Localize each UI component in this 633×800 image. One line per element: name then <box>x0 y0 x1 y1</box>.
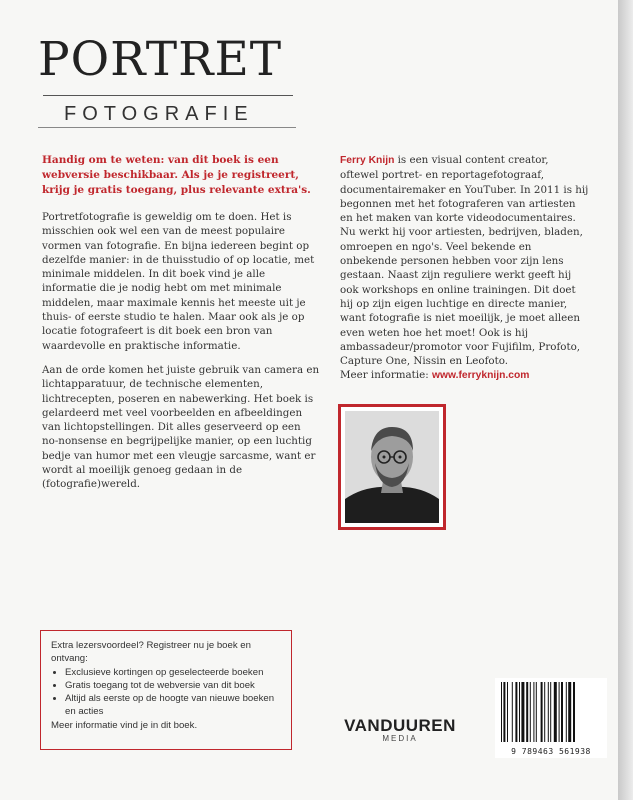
author-photo <box>345 411 439 523</box>
author-website-link[interactable]: www.ferryknijn.com <box>431 370 530 382</box>
barcode-stripe <box>533 682 534 742</box>
barcode-stripe <box>515 682 517 742</box>
barcode-stripe <box>544 682 545 742</box>
barcode-stripe <box>554 682 557 742</box>
list-item: • Altijd als eerste op de hoogte van nieuwe boeken en acties <box>65 692 281 719</box>
barcode-number: 9 789463 561938 <box>511 747 591 756</box>
barcode-stripe <box>559 682 560 742</box>
title-divider <box>43 95 293 96</box>
book-subtitle: FOTOGRAFIE <box>64 103 254 125</box>
header-rule <box>38 127 296 128</box>
barcode-stripe <box>536 682 537 742</box>
barcode-stripe <box>550 682 551 742</box>
reader-box-footer: Meer informatie vind je in dit boek. <box>51 719 198 731</box>
barcode-stripe <box>541 682 543 742</box>
publisher-name: VANDUUREN <box>344 716 456 735</box>
barcode-stripe <box>573 682 575 742</box>
reader-box-heading: Extra lezersvoordeel? Registreer nu je boek en ontvang: <box>51 640 251 665</box>
book-description <box>42 210 320 502</box>
barcode-stripe <box>512 682 513 742</box>
barcode-stripe <box>568 682 571 742</box>
author-portrait-image <box>345 411 439 523</box>
page-edge-shadow <box>618 0 633 800</box>
barcode-stripe <box>530 682 531 742</box>
author-bio <box>340 153 590 394</box>
isbn-barcode <box>495 678 607 758</box>
list-item: • Gratis toegang tot de webversie van dit boek <box>65 679 281 692</box>
description-paragraph-1: Portretfotografie is geweldig om te doen. Het is misschien ook wel een van de meest populaire vormen van fotografie. En bijna iedereen begint op dezelfde manier: in de thuisstudio of op locatie, met minimale middelen. In dit boek vind je alle informatie die je nodig hebt om met minimale middelen, maar maximale kennis het meeste uit je thuis- of eerste studio te halen. Maar ook als je op locatie fotografeert is dit boek een bron van waardevolle en praktische informatie. <box>42 211 315 352</box>
barcode-stripe <box>519 682 520 742</box>
barcode-stripe <box>566 682 567 742</box>
list-item: • Exclusieve kortingen op geselecteerde boeken <box>65 666 281 679</box>
barcode-stripe <box>521 682 524 742</box>
barcode-stripe <box>548 682 549 742</box>
barcode-stripe <box>526 682 528 742</box>
description-paragraph-2: Aan de orde komen het juiste gebruik van camera en lichtapparatuur, de technische elementen, lichtrecepten, poseren en nabewerking. Het boek is gelardeerd met veel voorbeelden en afbeeldingen van lichtopstellingen. Dit alles geserveerd op een no-nonsense en begrijpelijke manier, op een luchtig bedje van humor met een vleugje sarcasme, want er wordt al moeilijk genoeg gedaan in de (fotografie)wereld. <box>42 363 320 491</box>
author-photo-frame <box>338 404 446 530</box>
publisher-logo <box>330 716 470 743</box>
barcode-stripe <box>503 682 505 742</box>
author-bio-text: is een visual content creator, oftewel portret- en reportagefotograaf, documentairemaker en YouTuber. In 2011 is hij begonnen met het fotograferen van artiesten en het maken van korte videodocumentaires. Nu werkt hij voor artiesten, bedrijven, bladen, omroepen en ngo's. Veel bekende en onbekende personen hebben voor zijn lens gestaan. Naast zijn reguliere werkt geeft hij ook workshops en online trainingen. Dit doet hij op zijn eigen luchtige en directe manier, want fotografie is niet moeilijk, je moet alleen even weten hoe het moet! Ook is hij ambassadeur/promotor voor Fujifilm, Profoto, Capture One, Nissin en Leofoto. <box>340 154 589 368</box>
more-info-label: Meer informatie: <box>340 369 432 382</box>
barcode-stripe <box>561 682 563 742</box>
reader-benefit-box <box>40 630 292 750</box>
author-bio-paragraph <box>340 153 590 384</box>
barcode-stripe <box>501 682 502 742</box>
barcode-bars <box>499 682 603 742</box>
author-name: Ferry Knijn <box>340 155 395 166</box>
reader-benefit-list <box>51 666 281 719</box>
book-title: PORTRET <box>38 32 283 87</box>
webversion-notice: Handig om te weten: van dit boek is een webversie beschikbaar. Als je je registreert, krijg je gratis toegang, plus relevante extra's. <box>42 154 311 196</box>
publisher-sub: MEDIA <box>382 734 418 743</box>
barcode-stripe <box>507 682 508 742</box>
